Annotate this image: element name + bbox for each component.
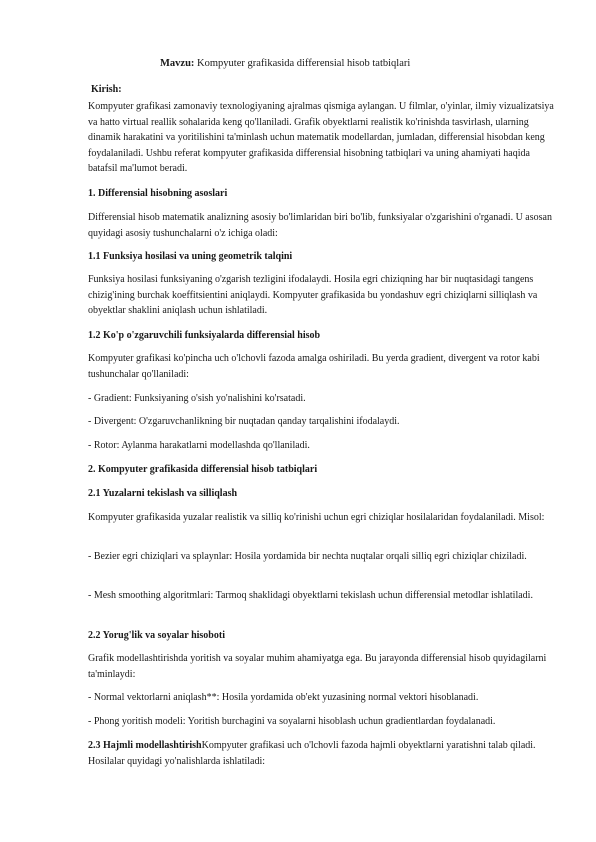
document-title xyxy=(160,58,410,69)
intro-heading: Kirish: xyxy=(91,84,122,95)
section-1-1-paragraph: Funksiya hosilasi funksiyaning o'zgarish tezligini ifodalaydi. Hosila egri chiziqning har bir nuqtasidagi tangens chizig'ining burchak koeffitsientini aniqlaydi. Kompyuter grafikasida bu yondashuv egri chiziqlarni silliqlash va obyektlar shaklini aniqlash uchun ishlatiladi. xyxy=(88,274,538,317)
section-2-3-heading: 2.3 Hajmli modellashtirish xyxy=(88,740,202,751)
section-1-1-heading: 1.1 Funksiya hosilasi va uning geometrik talqini xyxy=(88,251,293,262)
intro-paragraph: Kompyuter grafikasi zamonaviy texnologiyaning ajralmas qismiga aylangan. U filmlar, o'yinlar, ilmiy vizualizatsiya va hatto virtual reallik sohalarida keng qo'llaniladi. Grafik obyektlarni realistik ko'rinishda tasvirlash, ularning dinamik harakatini va yoritilishini ta'minlash uchun matematik modellardan, jumladan, differensial hisobdan keng foydalaniladi. Ushbu referat kompyuter grafikasida differensial hisobning tatbiqlari va uning ahamiyati haqida batafsil ma'lumot beradi. xyxy=(88,101,554,175)
section-1-2-paragraph: Kompyuter grafikasi ko'pincha uch o'lchovli fazoda amalga oshiriladi. Bu yerda gradient, divergent va rotor kabi tushunchalar qo'llaniladi: xyxy=(88,353,540,380)
title-text: Kompyuter grafikasida differensial hisob tatbiqlari xyxy=(194,58,411,69)
section-2-1-bullet-bezier: - Bezier egri chiziqlari va splaynlar: Hosila yordamida bir nechta nuqtalar orqali silliq egri chiziqlar chiziladi. xyxy=(88,551,527,562)
section-2-1-bullet-mesh: - Mesh smoothing algoritmlari: Tarmoq shaklidagi obyektlarni tekislash uchun differensial metodlar ishlatiladi. xyxy=(88,590,533,601)
section-1-2-bullet-rotor: - Rotor: Aylanma harakatlarni modellashda qo'llaniladi. xyxy=(88,440,310,451)
title-label: Mavzu: xyxy=(160,58,195,69)
section-1-heading: 1. Differensial hisobning asoslari xyxy=(88,188,228,199)
section-2-2-heading: 2.2 Yorug'lik va soyalar hisoboti xyxy=(88,630,225,641)
section-2-2-bullet-normal: - Normal vektorlarni aniqlash**: Hosila yordamida ob'ekt yuzasining normal vektori hisoblanadi. xyxy=(88,692,479,703)
section-2-heading: 2. Kompyuter grafikasida differensial hisob tatbiqlari xyxy=(88,464,318,475)
section-1-paragraph: Differensial hisob matematik analizning asosiy bo'limlaridan biri bo'lib, funksiyalar o'zgarishini o'rganadi. U asosan quyidagi asosiy tushunchalarni o'z ichiga oladi: xyxy=(88,212,552,239)
section-2-2-bullet-phong: - Phong yoritish modeli: Yoritish burchagini va soyalarni hisoblash uchun gradientlardan foydalanadi. xyxy=(88,716,496,727)
section-2-1-heading: 2.1 Yuzalarni tekislash va silliqlash xyxy=(88,488,238,499)
section-2-3-text: Kompyuter grafikasi uch o'lchovli fazoda hajmli obyektlarni yaratishni talab qiladi. Hosilalar quyidagi yo'nalishlarda ishlatiladi: xyxy=(88,740,536,767)
section-2-2-paragraph: Grafik modellashtirishda yoritish va soyalar muhim ahamiyatga ega. Bu jarayonda differensial hisob quyidagilarni ta'minlaydi: xyxy=(88,653,547,680)
section-1-2-bullet-divergent: - Divergent: O'zgaruvchanlikning bir nuqtadan qanday tarqalishini ifodalaydi. xyxy=(88,416,400,427)
section-2-1-paragraph: Kompyuter grafikasida yuzalar realistik va silliq ko'rinishi uchun egri chiziqlar hosilalaridan foydalaniladi. Misol: xyxy=(88,512,545,523)
section-2-3-paragraph xyxy=(88,738,558,769)
section-1-2-bullet-gradient: - Gradient: Funksiyaning o'sish yo'nalishini ko'rsatadi. xyxy=(88,393,306,404)
section-1-2-heading: 1.2 Ko'p o'zgaruvchili funksiyalarda differensial hisob xyxy=(88,330,321,341)
